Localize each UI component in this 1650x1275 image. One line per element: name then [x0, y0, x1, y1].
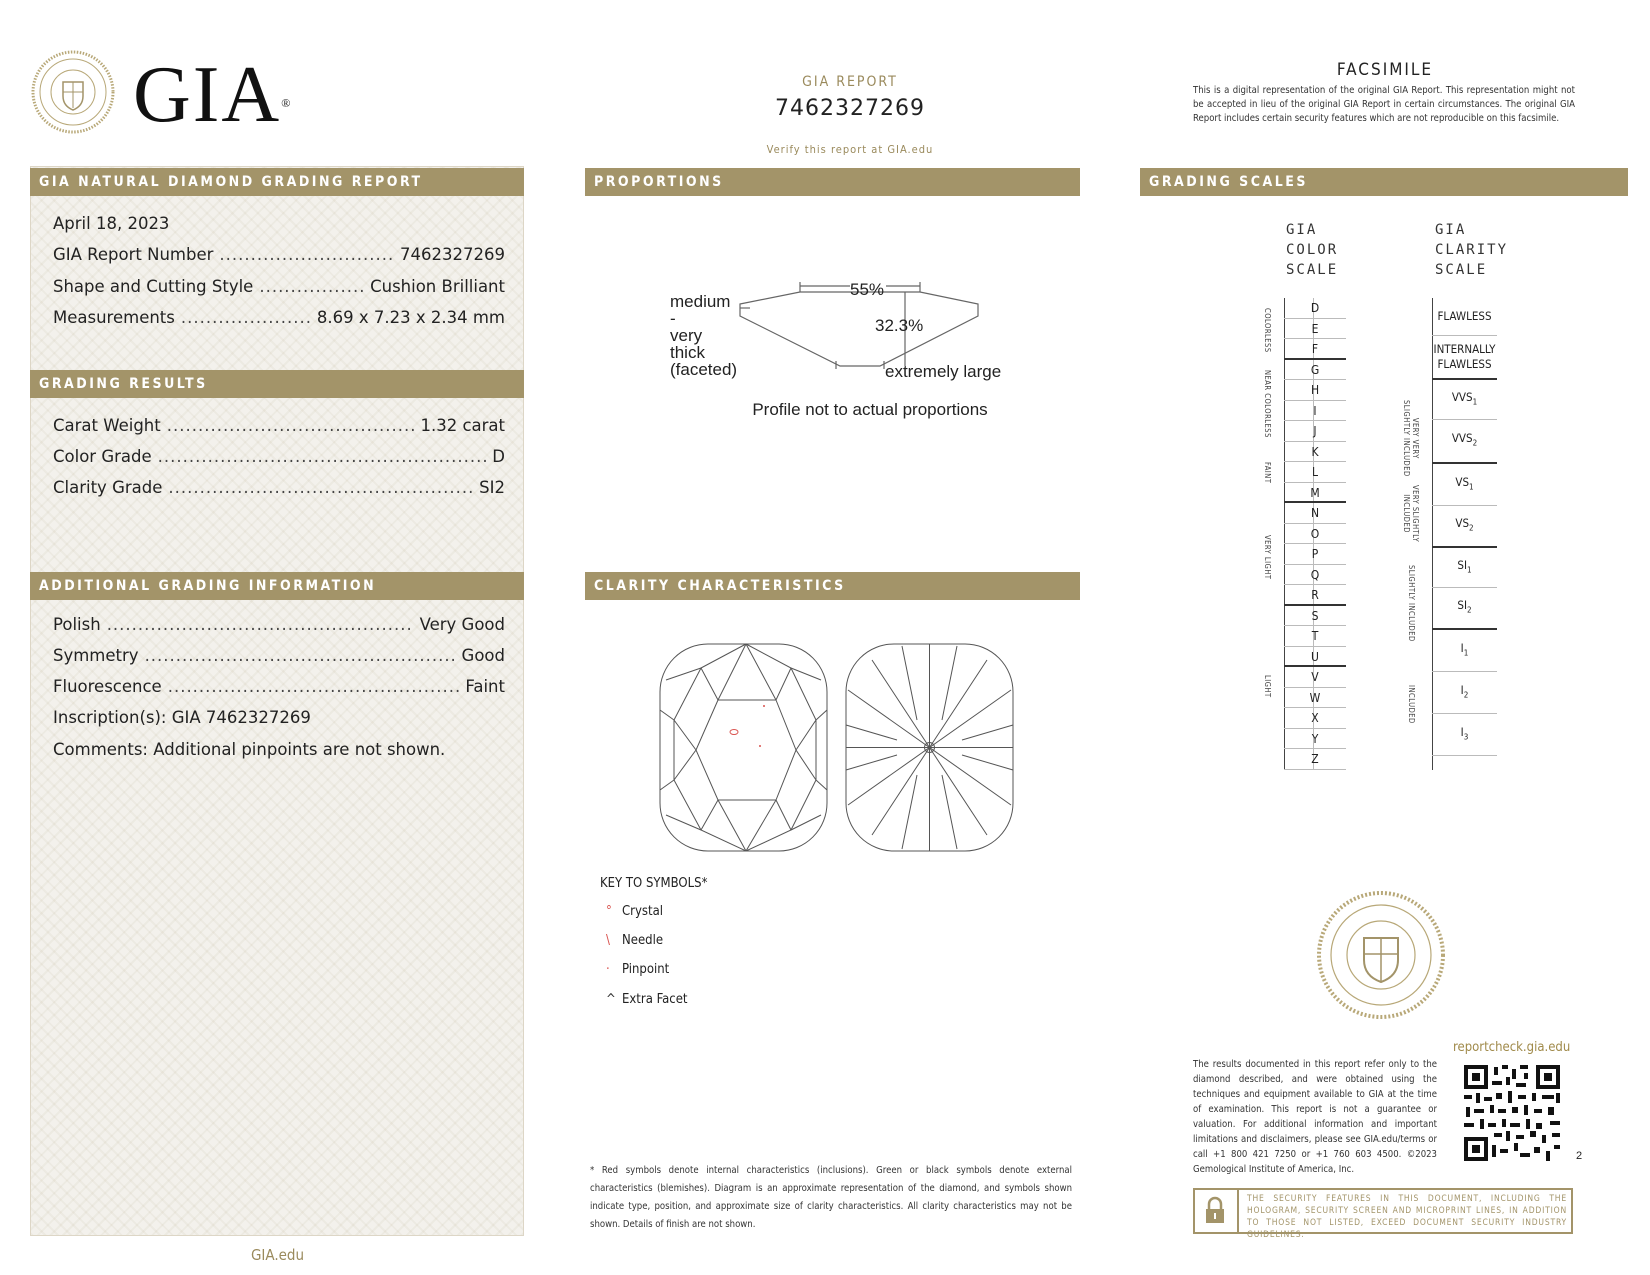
clarity-plot-pavilion [842, 640, 1017, 855]
profile-note: Profile not to actual proportions [752, 400, 988, 419]
color-grade-i: I [1284, 401, 1346, 422]
comments-text: Additional pinpoints are not shown. [153, 740, 446, 759]
color-grade-z: Z [1284, 749, 1346, 770]
clarity-grade-sub: 3 [1463, 732, 1469, 742]
clarity-group-vvs: VERY VERY SLIGHTLY INCLUDED [1402, 400, 1420, 477]
facsimile-title: FACSIMILE [1336, 60, 1434, 80]
report-number-row [53, 245, 505, 264]
additional-info-header: ADDITIONAL GRADING INFORMATION [30, 572, 524, 600]
color-grade-w: W [1284, 688, 1346, 709]
color-grade-y: Y [1284, 729, 1346, 750]
clarity-grade-sub: 2 [1467, 605, 1472, 615]
needle-symbol-icon: \ [606, 933, 610, 948]
fluorescence-label: Fluorescence [53, 677, 162, 696]
clarity-grade-main: I [1460, 640, 1464, 655]
polish-label: Polish [53, 615, 101, 634]
proportions-header: PROPORTIONS [585, 168, 1080, 196]
color-group-very-light: VERY LIGHT [1263, 535, 1272, 580]
shape-label: Shape and Cutting Style [53, 277, 254, 296]
lock-icon-box [1195, 1190, 1239, 1232]
clarity-grade-8 [1432, 630, 1497, 672]
clarity-grade-main: VS [1455, 474, 1470, 489]
culet-label: extremely large [885, 362, 1002, 381]
fluorescence-row [53, 677, 505, 696]
pinpoint-label: Pinpoint [622, 962, 670, 977]
needle-label: Needle [622, 933, 664, 948]
clarity-characteristics-header: CLARITY CHARACTERISTICS [585, 572, 1080, 600]
clarity-plot-crown [656, 640, 831, 855]
measurements-label: Measurements [53, 308, 175, 327]
crystal-label: Crystal [622, 904, 663, 919]
color-grade-g: G [1284, 360, 1346, 381]
clarity-grade-main: I [1460, 682, 1464, 697]
clarity-grade-sub: FLAWLESS [1437, 357, 1492, 371]
clarity-value: SI2 [479, 478, 505, 497]
grading-scales-header: GRADING SCALES [1140, 168, 1628, 196]
girdle-label [670, 293, 737, 378]
clarity-grade-main: VVS [1451, 431, 1473, 446]
key-title: KEY TO SYMBOLS* [600, 876, 708, 891]
fluorescence-value: Faint [465, 677, 505, 696]
color-grade-h: H [1284, 380, 1346, 401]
color-grade-v: V [1284, 667, 1346, 688]
clarity-grade-main: FLAWLESS [1437, 309, 1492, 323]
clarity-grade-sub: 2 [1463, 690, 1469, 700]
color-grade-u: U [1284, 647, 1346, 668]
gia-wordmark [133, 51, 293, 139]
girdle-line-5: (faceted) [670, 360, 738, 379]
grading-results-header: GRADING RESULTS [30, 370, 524, 398]
clarity-grade-sub: 1 [1469, 482, 1474, 492]
crystal-symbol-icon: ° [606, 904, 612, 919]
color-grade-n: N [1284, 503, 1346, 524]
carat-value: 1.32 carat [420, 416, 505, 435]
clarity-grade-10 [1432, 714, 1497, 756]
clarity-grade-sub: 2 [1469, 523, 1474, 533]
polish-value: Very Good [419, 615, 505, 634]
color-grade-e: E [1284, 319, 1346, 340]
color-group-light: LIGHT [1263, 675, 1272, 698]
report-label: GIA REPORT [802, 74, 898, 90]
report-number-label: GIA Report Number [53, 245, 214, 264]
key-item-crystal [606, 904, 663, 919]
color-grade-d: D [1284, 298, 1346, 319]
color-group-faint: FAINT [1263, 462, 1272, 484]
gia-seal-logo [31, 50, 115, 134]
measurements-row [53, 308, 505, 327]
gia-seal-icon [1316, 890, 1446, 1020]
pinpoint-symbol-icon: · [606, 962, 610, 977]
carat-label: Carat Weight [53, 416, 161, 435]
gia-edu-link[interactable]: GIA.edu [250, 1246, 305, 1264]
page-number: 2 [1576, 1150, 1583, 1162]
key-footnote: * Red symbols denote internal characteristics (inclusions). Green or black symbols denote external characteristics (blemishes). Diagram is an approximate representation of the diamond, and symbols shown indicate type, position, and approximate size of clarity characteristics. All clarity characteristics may not be shown. Details of finish are not shown. [590, 1165, 1072, 1230]
key-item-pinpoint [606, 962, 669, 977]
color-label: Color Grade [53, 447, 152, 466]
clarity-grade-main: INTERNALLY [1433, 342, 1496, 356]
main-report-header: GIA NATURAL DIAMOND GRADING REPORT [30, 168, 524, 196]
color-grade-t: T [1284, 626, 1346, 647]
carat-row [53, 416, 505, 435]
clarity-grade-main: VS [1455, 516, 1470, 531]
clarity-row [53, 478, 505, 497]
shape-row [53, 277, 505, 296]
clarity-grade-6 [1432, 548, 1497, 588]
clarity-grade-7 [1432, 588, 1497, 630]
registered-mark: ® [281, 96, 293, 110]
extra-facet-symbol-icon: ^ [606, 992, 616, 1007]
qr-code-icon [1462, 1063, 1562, 1163]
clarity-grade-2 [1432, 380, 1497, 420]
color-value: D [492, 447, 505, 466]
color-grade-q: Q [1284, 565, 1346, 586]
comments-label: Comments: [53, 740, 148, 759]
girdle-line-3: very [670, 326, 703, 345]
clarity-grade-5 [1432, 506, 1497, 548]
girdle-line-1: medium [670, 292, 731, 311]
clarity-grade-sub: 1 [1467, 565, 1472, 575]
report-number-value: 7462327269 [400, 245, 505, 264]
color-grade-j: J [1284, 421, 1346, 442]
security-box [1193, 1188, 1573, 1240]
facsimile-text: This is a digital representation of the original GIA Report. This representation might not be accepted in lieu of the original GIA Report in certain circumstances. The original GIA Report includes certain security features which are not reproducible on this facsimile. [1193, 85, 1575, 124]
color-group-colorless: COLORLESS [1263, 308, 1272, 353]
clarity-label: Clarity Grade [53, 478, 163, 497]
clarity-grade-main: VVS [1451, 389, 1473, 404]
color-grade-x: X [1284, 708, 1346, 729]
clarity-group-si: SLIGHTLY INCLUDED [1407, 565, 1416, 642]
key-item-needle [606, 933, 663, 948]
depth-percent: 32.3% [875, 316, 924, 335]
table-percent: 55% [850, 280, 885, 299]
extra-facet-label: Extra Facet [622, 992, 688, 1007]
lock-icon [1195, 1190, 1235, 1232]
crown-diagram-icon [656, 640, 831, 855]
color-grade-o: O [1284, 524, 1346, 545]
seal-icon [31, 50, 115, 134]
clarity-scale-title: GIA CLARITY SCALE [1435, 222, 1509, 278]
wordmark-text: GIA [133, 51, 282, 139]
polish-row [53, 615, 505, 634]
verify-link[interactable]: Verify this report at GIA.edu [766, 143, 934, 156]
pavilion-diagram-icon [842, 640, 1017, 855]
color-group-near-colorless: NEAR COLORLESS [1263, 370, 1272, 438]
color-grade-s: S [1284, 606, 1346, 627]
clarity-grade-sub: 1 [1472, 397, 1478, 407]
color-row [53, 447, 505, 466]
inscription: Inscription(s): GIA 7462327269 [53, 708, 311, 727]
footer-disclaimer: The results documented in this report refer only to the diamond described, and were obtained using the techniques and equipment available to GIA at the time of examination. This report is not a guarantee or valuation. For additional information and important limitations and disclaimers, please see GIA.edu/terms or call +1 800 421 7250 or +1 760 603 4500. ©2023 Gemological Institute of America, Inc. [1193, 1059, 1437, 1175]
clarity-grade-4 [1432, 464, 1497, 506]
girdle-line-4: thick [670, 343, 705, 362]
clarity-group-vs: VERY SLIGHTLY INCLUDED [1402, 485, 1420, 543]
report-date: April 18, 2023 [53, 214, 170, 233]
clarity-grade-0 [1432, 298, 1497, 336]
clarity-grade-1 [1432, 336, 1497, 380]
clarity-grade-main: SI [1457, 557, 1468, 572]
girdle-line-2: - [670, 309, 676, 328]
clarity-grade-3 [1432, 420, 1497, 464]
clarity-grade-sub: 1 [1463, 648, 1469, 658]
clarity-grade-9 [1432, 672, 1497, 714]
reportcheck-url[interactable]: reportcheck.gia.edu [1453, 1040, 1571, 1055]
key-item-extra-facet [606, 992, 688, 1007]
clarity-grade-main: SI [1457, 598, 1468, 613]
measurements-value: 8.69 x 7.23 x 2.34 mm [316, 308, 505, 327]
color-grade-p: P [1284, 544, 1346, 565]
color-grade-l: L [1284, 462, 1346, 483]
shape-value: Cushion Brilliant [370, 277, 505, 296]
symmetry-label: Symmetry [53, 646, 139, 665]
color-grade-k: K [1284, 442, 1346, 463]
comments [53, 740, 445, 759]
clarity-grade-main: I [1460, 724, 1464, 739]
bottom-seal [1316, 890, 1446, 1020]
color-grade-m: M [1284, 483, 1346, 504]
symmetry-value: Good [461, 646, 505, 665]
qr-code [1462, 1063, 1562, 1163]
color-scale-title: GIA COLOR SCALE [1286, 222, 1339, 278]
report-number-header: 7462327269 [775, 96, 925, 121]
color-grade-r: R [1284, 585, 1346, 606]
symmetry-row [53, 646, 505, 665]
clarity-grade-sub: 2 [1472, 438, 1478, 448]
security-text: THE SECURITY FEATURES IN THIS DOCUMENT, INCLUDING THE HOLOGRAM, SECURITY SCREEN AND MICROPRINT LINES, IN ADDITION TO THOSE NOT LISTED, EXCEED DOCUMENT SECURITY INDUSTRY GUIDELINES. [1247, 1194, 1567, 1240]
color-grade-f: F [1284, 339, 1346, 360]
clarity-group-included: INCLUDED [1407, 685, 1416, 724]
